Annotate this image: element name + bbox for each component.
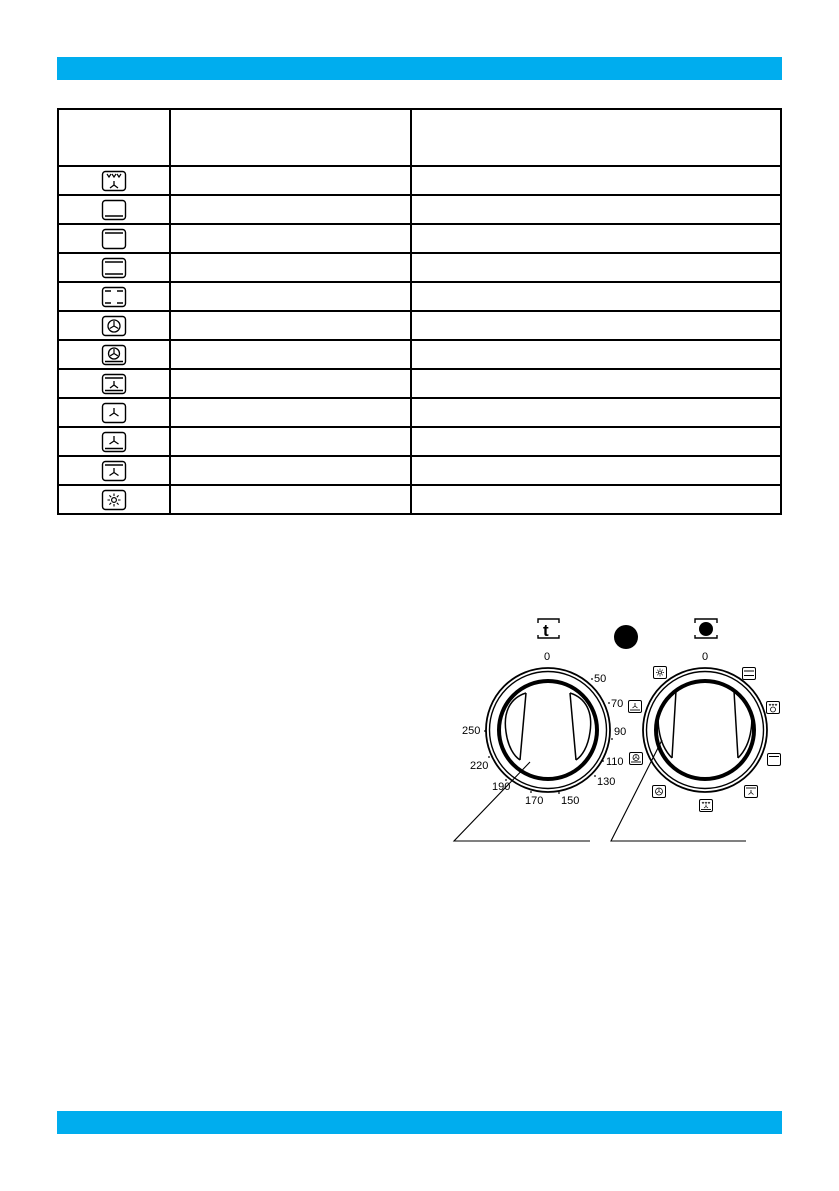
function-name [170,485,411,514]
function-use [411,485,781,514]
fan-icon [101,402,127,424]
function-name [170,195,411,224]
table-row [58,398,781,427]
top-bottom-heat-icon [101,257,127,279]
table-row [58,427,781,456]
bottom-color-band [57,1111,782,1134]
fan-ring-icon [101,315,127,337]
table-row [58,311,781,340]
thermostat-knob[interactable] [486,668,610,792]
top-heat-icon [101,228,127,250]
thermostat-label: 70 [611,698,624,710]
table-row [58,224,781,253]
function-use [411,166,781,195]
function-name [170,282,411,311]
selector-fan-bottom-icon [629,701,642,713]
fan-top-icon [101,460,127,482]
function-name [170,253,411,282]
function-use [411,398,781,427]
function-use [411,427,781,456]
bottom-heat-icon [101,199,127,221]
defrost-icon [101,489,127,511]
function-name [170,340,411,369]
thermostat-label: 90 [614,726,627,738]
selector-fan-grill-icon [767,702,780,714]
function-name [170,166,411,195]
header-function [170,109,411,166]
oven-control-panel [440,600,810,850]
table-row [58,195,781,224]
table-row [58,166,781,195]
function-selector-knob[interactable] [643,668,767,792]
selector-defrost-icon [654,667,667,679]
thermostat-label: 50 [594,673,607,685]
economy-heat-icon [101,286,127,308]
thermostat-label: 150 [561,795,580,807]
thermostat-label: 130 [597,776,616,788]
function-use [411,253,781,282]
fan-grill-icon [101,170,127,192]
function-name [170,456,411,485]
thermostat-label: 170 [525,795,544,807]
thermostat-symbol-icon [538,619,559,640]
function-use [411,340,781,369]
function-name [170,398,411,427]
selector-grill-bottom-icon [700,800,713,812]
function-name [170,427,411,456]
function-use [411,195,781,224]
thermostat-symbol-label: t [543,621,549,640]
selector-top-heat-icon [768,754,781,766]
fan-ring-bottom-icon [101,344,127,366]
selector-fan-ring-icon [653,786,666,798]
table-header-row [58,109,781,166]
function-use [411,282,781,311]
thermostat-label: 110 [606,756,624,768]
table-row [58,485,781,514]
thermostat-label: 0 [544,651,551,663]
fan-bottom-icon [101,431,127,453]
selector-zero-label: 0 [702,651,709,663]
top-color-band [57,57,782,80]
function-use [411,311,781,340]
function-name [170,369,411,398]
table-row [58,456,781,485]
thermostat-label: 190 [492,781,511,793]
selector-top-bottom-heat-icon [743,668,756,680]
function-use [411,224,781,253]
selector-fan-top-icon [745,786,758,798]
function-use [411,456,781,485]
header-use [411,109,781,166]
table-row [58,282,781,311]
selector-fan-ring-bottom-icon [630,753,643,765]
function-name [170,224,411,253]
function-name [170,311,411,340]
thermostat-label: 250 [462,725,481,737]
oven-functions-table [57,108,782,515]
table-row [58,340,781,369]
header-symbol [58,109,170,166]
table-row [58,369,781,398]
selector-symbol-icon [695,619,717,638]
table-row [58,253,781,282]
thermostat-label: 220 [470,760,489,772]
indicator-lamp [614,625,638,649]
function-use [411,369,781,398]
fan-grill-bottom-icon [101,373,127,395]
